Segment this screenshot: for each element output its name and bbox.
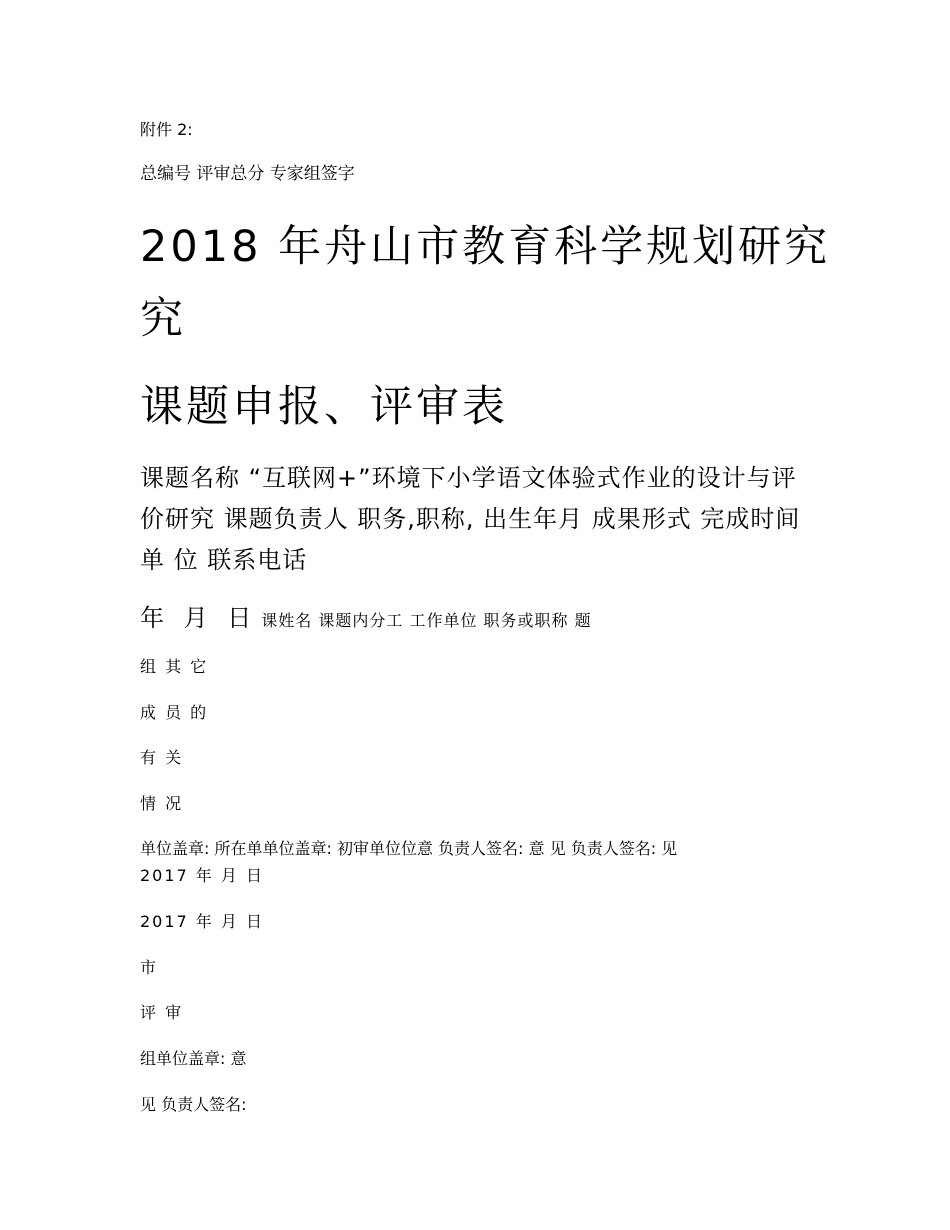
vertical-label-3: 有 关 [140, 748, 184, 767]
document-title-line-2: 究 [140, 294, 186, 344]
attachment-label: 附件 2: [140, 120, 193, 139]
date-line-1: 2017 年 月 日 [140, 866, 264, 885]
date-year-month-day: 年 月 日 [140, 604, 258, 632]
seal-signature-line: 单位盖章: 所在单单位盖章: 初审单位位意 负责人签名: 意 见 负责人签名: 见 [140, 839, 678, 858]
vertical-label-4: 情 况 [140, 794, 184, 813]
date-row [140, 601, 592, 638]
subject-info-block: 课题名称 “互联网+”环境下小学语文体验式作业的设计与评价研究 课题负责人 职务,职称, 出生年月 成果形式 完成时间 单 位 联系电话 [140, 464, 801, 574]
document-title-line-1: 2018 年舟山市教育科学规划研究 [140, 222, 831, 272]
member-table-headers: 课姓名 课题内分工 工作单位 职务或职称 题 [261, 611, 592, 630]
date-line-2: 2017 年 月 日 [140, 912, 264, 931]
review-label-city: 市 [140, 958, 159, 977]
vertical-label-1: 组 其 它 [140, 657, 209, 676]
review-seal-line: 组单位盖章: 意 [140, 1049, 247, 1068]
header-fields: 总编号 评审总分 专家组签字 [140, 164, 355, 184]
review-sign-line: 见 负责人签名: [140, 1095, 247, 1114]
vertical-label-2: 成 员 的 [140, 703, 209, 722]
document-title-line-3: 课题申报、评审表 [140, 382, 508, 432]
review-label-review: 评 审 [140, 1003, 184, 1022]
